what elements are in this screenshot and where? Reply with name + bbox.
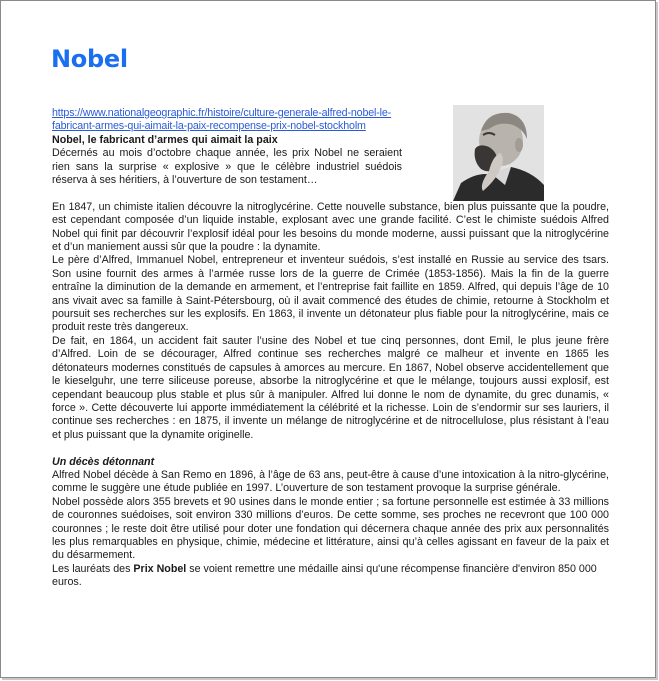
prix-nobel-bold: Prix Nobel (133, 562, 187, 575)
paragraph: Alfred Nobel décède à San Remo en 1896, à l’âge de 63 ans, peut-être à cause d’une intoxication à la nitro-glycérine, comme le suggère une étude publiée en 1997. L’ouverture de son testament provoque la surprise générale. (52, 468, 609, 495)
intro-heading: Nobel, le fabricant d’armes qui aimait la paix (52, 133, 278, 146)
section-heading: Un décès détonnant (52, 455, 155, 468)
article-content (52, 107, 609, 590)
article-intro (52, 107, 402, 187)
paragraph: Le père d’Alfred, Immanuel Nobel, entrepreneur et inventeur suédois, s’est installé en Russie au service des tsars. Son usine fournit des armes à l’armée russe lors de la guerre de Crimée (1853-1856). Mais la fin de la guerre entraîne la diminution de la demande en armement, et l’entreprise fait faillite en 1859. Alfred, qui depuis l’âge de 10 ans vivait avec sa famille à Saint-Pétersbourg, où il avait commencé des études de chimie, retourne à Stockholm et poursuit ses recherches sur les explosifs. En 1863, il invente un détonateur plus fiable pour la nitroglycérine, mais ce produit reste très dangereux. (52, 254, 609, 334)
paragraph: Nobel possède alors 355 brevets et 90 usines dans le monde entier ; sa fortune personnelle est estimée à 33 millions de couronnes suédoises, soit environ 330 millions d’euros. De cette somme, ses proches ne recevront que 100 000 couronnes ; le reste doit être utilisé pour doter une fondation qui décernera chaque année des prix aux personnalités les plus remarquables en physique, chimie, médecine et littérature, ainsi qu’à celles agissant en faveur de la paix et du désarmement. (52, 495, 609, 562)
paragraph-final (52, 563, 609, 590)
paragraph: De fait, en 1864, un accident fait sauter l’usine des Nobel et tue cinq personnes, dont Emil, le plus jeune frère d’Alfred. Loin de se décourager, Alfred continue ses recherches malgré ce malheur et invente en 1865 les détonateurs modernes constitués de capsules à amorces au mercure. En 1867, Nobel observe accidentellement que le kieselguhr, une terre siliceuse poreuse, absorbe la nitroglycérine et que le mélange, toujours aussi explosif, est cependant beaucoup plus stable et plus sûr à manipuler. Alfred lui donne le nom de dynamite, du grec dunamis, « force ». Cette découverte lui apporte immédiatement la célébrité et la richesse. Loin de s’endormir sur ses lauriers, il continue ses recherches : en 1875, il invente un mélange de nitroglycérine et de nitrocellulose, plus résistant à l’eau et plus puissant que la dynamite originelle. (52, 334, 609, 441)
paragraph: En 1847, un chimiste italien découvre la nitroglycérine. Cette nouvelle substance, bien plus puissante que la poudre, est cependant composée d’un liquide instable, explosant avec une grande facilité. C’est le chimiste suédois Alfred Nobel qui finit par découvrir l’explosif idéal pour les besoins du monde moderne, aussi puissant que la nitroglycérine et d’un maniement aussi sûr que la poudre : la dynamite. (52, 200, 609, 254)
final-text-before: Les lauréats des (52, 562, 134, 575)
final-text-after: se voient remettre une médaille ainsi qu'une récompense financière d'environ 850 000 euros. (52, 562, 597, 589)
source-link[interactable]: https://www.nationalgeographic.fr/histoire/culture-generale-alfred-nobel-le-fabricant-armes-qui-aimait-la-paix-recompense-prix-nobel-stockholm (52, 107, 392, 133)
intro-text: Décernés au mois d’octobre chaque année, les prix Nobel ne seraient rien sans la surprise « explosive » que le célèbre industriel suédois réserva à ses héritiers, à l’ouverture de son testament… (52, 147, 402, 187)
article-body (52, 201, 609, 590)
page-title: Nobel (51, 45, 128, 73)
